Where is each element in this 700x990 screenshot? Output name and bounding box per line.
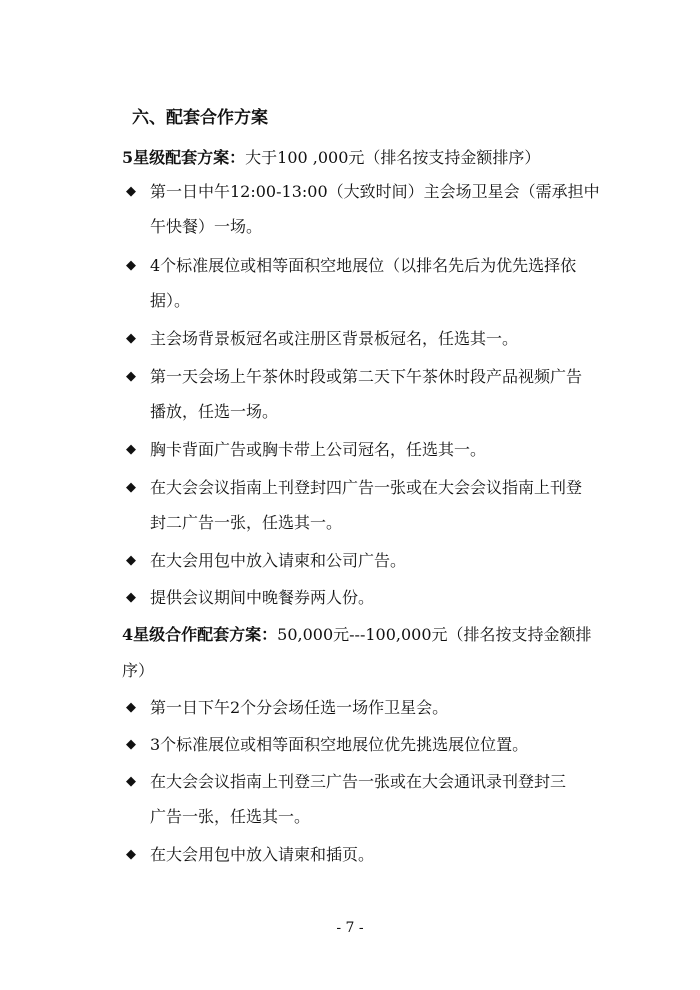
page-number: - 7 - xyxy=(336,920,364,936)
list-item-text: 4个标准展位或相等面积空地展位（以排名先后为优先选择依 xyxy=(150,256,577,275)
section-title: 六、配套合作方案 xyxy=(132,108,268,128)
list-item-text: 3个标准展位或相等面积空地展位优先挑选展位位置。 xyxy=(150,735,529,754)
diamond-bullet-icon: ◆ xyxy=(126,737,136,752)
plan-4star-amount-wrap: 序） xyxy=(122,661,155,680)
plan-5star-amount: 大于100 ,000元（排名按支持金额排序） xyxy=(245,148,541,167)
list-item-text: 在大会用包中放入请柬和公司广告。 xyxy=(150,551,407,570)
diamond-bullet-icon: ◆ xyxy=(126,553,136,568)
diamond-bullet-icon: ◆ xyxy=(126,258,136,273)
diamond-bullet-icon: ◆ xyxy=(126,847,136,862)
plan-4star-amount: 50,000元---100,000元（排名按支持金额排 xyxy=(277,625,592,644)
plan-4star-heading xyxy=(122,623,602,647)
plan-5star-heading xyxy=(122,146,602,170)
list-item-continuation: 广告一张，任选其一。 xyxy=(150,807,311,826)
list-item-continuation: 播放，任选一场。 xyxy=(150,402,279,421)
list-item-text: 胸卡背面广告或胸卡带上公司冠名，任选其一。 xyxy=(150,440,487,459)
list-item-continuation: 午快餐）一场。 xyxy=(150,217,263,236)
diamond-bullet-icon: ◆ xyxy=(126,442,136,457)
list-item-text: 在大会用包中放入请柬和插页。 xyxy=(150,845,375,864)
list-item-text: 在大会会议指南上刊登三广告一张或在大会通讯录刊登封三 xyxy=(150,772,567,791)
diamond-bullet-icon: ◆ xyxy=(126,774,136,789)
diamond-bullet-icon: ◆ xyxy=(126,590,136,605)
list-item-text: 第一日中午12:00-13:00（大致时间）主会场卫星会（需承担中 xyxy=(150,182,600,201)
diamond-bullet-icon: ◆ xyxy=(126,369,136,384)
list-item-text: 第一日下午2个分会场任选一场作卫星会。 xyxy=(150,698,449,717)
diamond-bullet-icon: ◆ xyxy=(126,480,136,495)
list-item-text: 提供会议期间中晚餐券两人份。 xyxy=(150,588,375,607)
plan-5star-label: 5星级配套方案： xyxy=(122,148,246,167)
plan-4star-label: 4星级合作配套方案： xyxy=(122,625,278,644)
list-item-text: 在大会会议指南上刊登封四广告一张或在大会会议指南上刊登 xyxy=(150,478,583,497)
diamond-bullet-icon: ◆ xyxy=(126,184,136,199)
list-item-text: 第一天会场上午茶休时段或第二天下午茶休时段产品视频广告 xyxy=(150,367,583,386)
list-item-continuation: 封二广告一张，任选其一。 xyxy=(150,513,343,532)
list-item-continuation: 据）。 xyxy=(150,291,191,310)
diamond-bullet-icon: ◆ xyxy=(126,700,136,715)
list-item-text: 主会场背景板冠名或注册区背景板冠名，任选其一。 xyxy=(150,329,519,348)
diamond-bullet-icon: ◆ xyxy=(126,331,136,346)
